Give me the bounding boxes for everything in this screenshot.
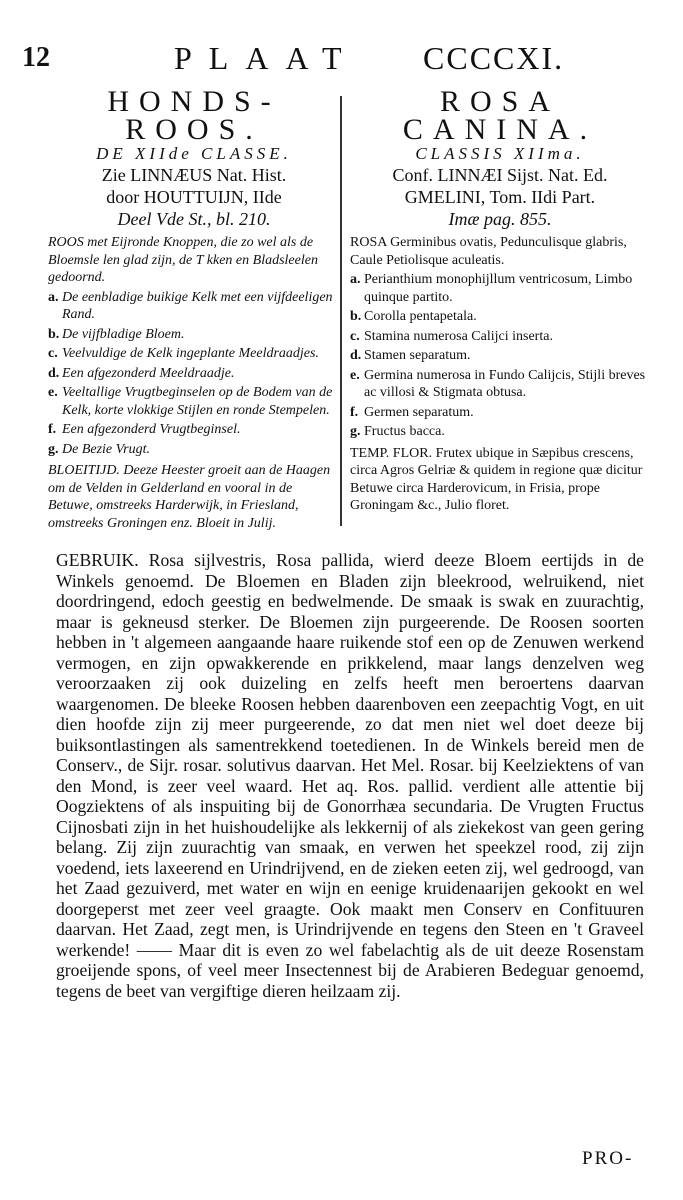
item-letter: c. xyxy=(350,328,360,344)
dutch-item-f xyxy=(48,421,340,439)
item-letter: g. xyxy=(350,424,361,439)
dutch-item-g xyxy=(48,441,340,459)
item-letter: b. xyxy=(48,326,60,342)
latin-column xyxy=(350,85,650,528)
latin-item-b xyxy=(350,308,650,326)
latin-title-line2: CANINA. xyxy=(402,113,598,146)
item-text: Veelvuldige de Kelk ingeplante Meeldraadjes. xyxy=(62,346,319,361)
item-letter: f. xyxy=(350,404,359,420)
item-text: Een afgezonderd Meeldraadje. xyxy=(62,365,235,381)
dutch-description: ROOS met Eijronde Knoppen, die zo wel als de Bloemsle len glad zijn, de T kken en Bladsleelen gedoornd. xyxy=(48,235,318,285)
latin-flowering-time: TEMP. FLOR. Frutex ubique in Sæpibus crescens, circa Agros Gelriæ & quidem in regione quæ dicitur Betuwe circa Harderovicum, in Frisia, prope Groningam &c., Julio floret. xyxy=(350,445,643,513)
dutch-item-a xyxy=(48,289,340,324)
dutch-title-line1: HONDS- xyxy=(107,85,281,118)
latin-reference-3: Imæ pag. 855. xyxy=(448,209,552,229)
item-letter: e. xyxy=(48,385,58,400)
item-letter: d. xyxy=(48,365,60,381)
item-text: Stamina numerosa Calijci inserta. xyxy=(364,328,553,344)
latin-item-g xyxy=(350,423,650,441)
dutch-reference-3: Deel Vde St., bl. 210. xyxy=(117,209,271,229)
dutch-column xyxy=(48,85,340,531)
item-letter: a. xyxy=(350,272,361,287)
item-letter: b. xyxy=(350,309,362,324)
latin-title-line1: ROSA xyxy=(439,85,561,118)
item-letter: f. xyxy=(48,422,57,437)
dutch-item-d xyxy=(48,365,340,383)
latin-class: CLASSIS XIIma. xyxy=(415,144,585,163)
item-text: Veeltallige Vrugtbeginselen op de Bodem van de Kelk, korte vlokkige Stijlen en ronde Stempelen. xyxy=(62,385,333,418)
item-text: Fructus bacca. xyxy=(364,424,445,439)
dutch-flowering-time: BLOEITIJD. Deeze Heester groeit aan de Haagen om de Velden in Gelderland en vooral in de Betuwe, omstreeks Harderwijk, in Friesland, omstreeks Groningen enz. Bloeit in Julij. xyxy=(48,463,331,531)
plate-label: PLAAT xyxy=(174,40,359,76)
latin-item-f xyxy=(350,404,650,422)
dutch-reference-1: Zie LINNÆUS Nat. Hist. xyxy=(101,165,287,185)
item-letter: a. xyxy=(48,289,59,305)
catchword: PRO- xyxy=(582,1148,634,1169)
item-text: Germen separatum. xyxy=(364,404,474,420)
dutch-reference-2: door HOUTTUIJN, IIde xyxy=(106,187,282,207)
item-text: Perianthium monophijllum ventricosum, Limbo quinque partito. xyxy=(364,272,633,305)
item-letter: c. xyxy=(48,346,58,361)
dutch-item-b xyxy=(48,326,340,344)
page-header xyxy=(18,40,668,80)
item-letter: e. xyxy=(350,367,360,383)
plate-number: CCCCXI. xyxy=(423,40,565,76)
page-number: 12 xyxy=(22,42,50,73)
usage-section xyxy=(56,550,644,1001)
dutch-title-line2: ROOS. xyxy=(125,113,263,146)
item-text: Germina numerosa in Fundo Calijcis, Stijli breves ac villosi & Stigmata obtusa. xyxy=(364,367,646,400)
item-text: De eenbladige buikige Kelk met een vijfdeeligen Rand. xyxy=(62,289,333,322)
latin-reference-2: GMELINI, Tom. IIdi Part. xyxy=(404,187,596,207)
usage-paragraph: GEBRUIK. Rosa sijlvestris, Rosa pallida, wierd deeze Bloem eertijds in de Winkels genoemd. De Bloemen en Bladen zijn bleekrood, welruikend, niet doordringend, edoch geestig en bedwelmende. De smaak is swak en zuurachtig, maar is gekneusd sterker. De Bloemen zijn purgeerende. De Roosen soorten hebben in 't algemeen aangaande haare ruikende stof een op de Zenuwen werkend vermogen, en zijn opwakkerende en prikkelend, maar langs denzelven weg veroorzaaken zij ook duizeling en zelfs heeft men beroertens daarvan waargenomen. De bleeke Roosen hebben daarenboven een zeepachtig Vogt, en uit dien hoofde zijn zij meer purgeerende, zo dat men niet wel doet deeze bij buiksontlastingen als samentrekkend toetedienen. In de Winkels bereid men de Conserv., de Sijr. rosar. solutivus daarvan. Het Mel. Rosar. bij Keelziektens of van den Mond, is zeer veel waard. Het aq. Ros. pallid. verdient alle attentie bij Oogziektens of als inspuiting bij de Gonorrhæa secundaria. De Vrugten Fructus Cijnosbati zijn in het huishoudelijke als lekkernij of als ziekekost van geen gering belang. Zij zijn zuurachtig van smaak, en verwen het speekzel rood, zij zijn voedend, iets laxeerend en Urindrijvend, en de zieken eeten zij, wel gedroogd, van het Zaad gezuiverd, met water en wijn en eenige kruidenaarijen gekookt en wel doorgeperst met zeer veel graagte. Ook maakt men Conserv en Confituuren daarvan. Het Zaad, zegt men, is Urindrijvende en tegens den Steen en 't Graveel werkende! —— Maar dit is even zo wel fabelachtig als de uit deeze Rosenstam groeijende spons, of veel meer Insectennest bij de Arabieren Bedeguar genoemd, tegens de beet van vergiftige dieren heilzaam zij. xyxy=(56,550,644,1001)
item-text: De vijfbladige Bloem. xyxy=(62,326,185,342)
latin-reference-1: Conf. LINNÆI Sijst. Nat. Ed. xyxy=(392,165,608,185)
item-letter: g. xyxy=(48,441,59,457)
item-text: De Bezie Vrugt. xyxy=(62,441,150,457)
item-text: Corolla pentapetala. xyxy=(364,309,477,324)
item-letter: d. xyxy=(350,348,362,363)
latin-item-c xyxy=(350,328,650,346)
dutch-item-c xyxy=(48,345,340,363)
column-divider xyxy=(340,96,342,526)
dutch-class: DE XIIde CLASSE. xyxy=(96,144,292,163)
item-text: Een afgezonderd Vrugtbeginsel. xyxy=(62,422,241,437)
latin-item-d xyxy=(350,347,650,365)
latin-description: ROSA Germinibus ovatis, Pedunculisque glabris, Caule Petiolisque aculeatis. xyxy=(350,235,627,268)
latin-item-e xyxy=(350,367,650,402)
latin-item-a xyxy=(350,271,650,306)
item-text: Stamen separatum. xyxy=(364,348,471,363)
dutch-item-e xyxy=(48,384,340,419)
